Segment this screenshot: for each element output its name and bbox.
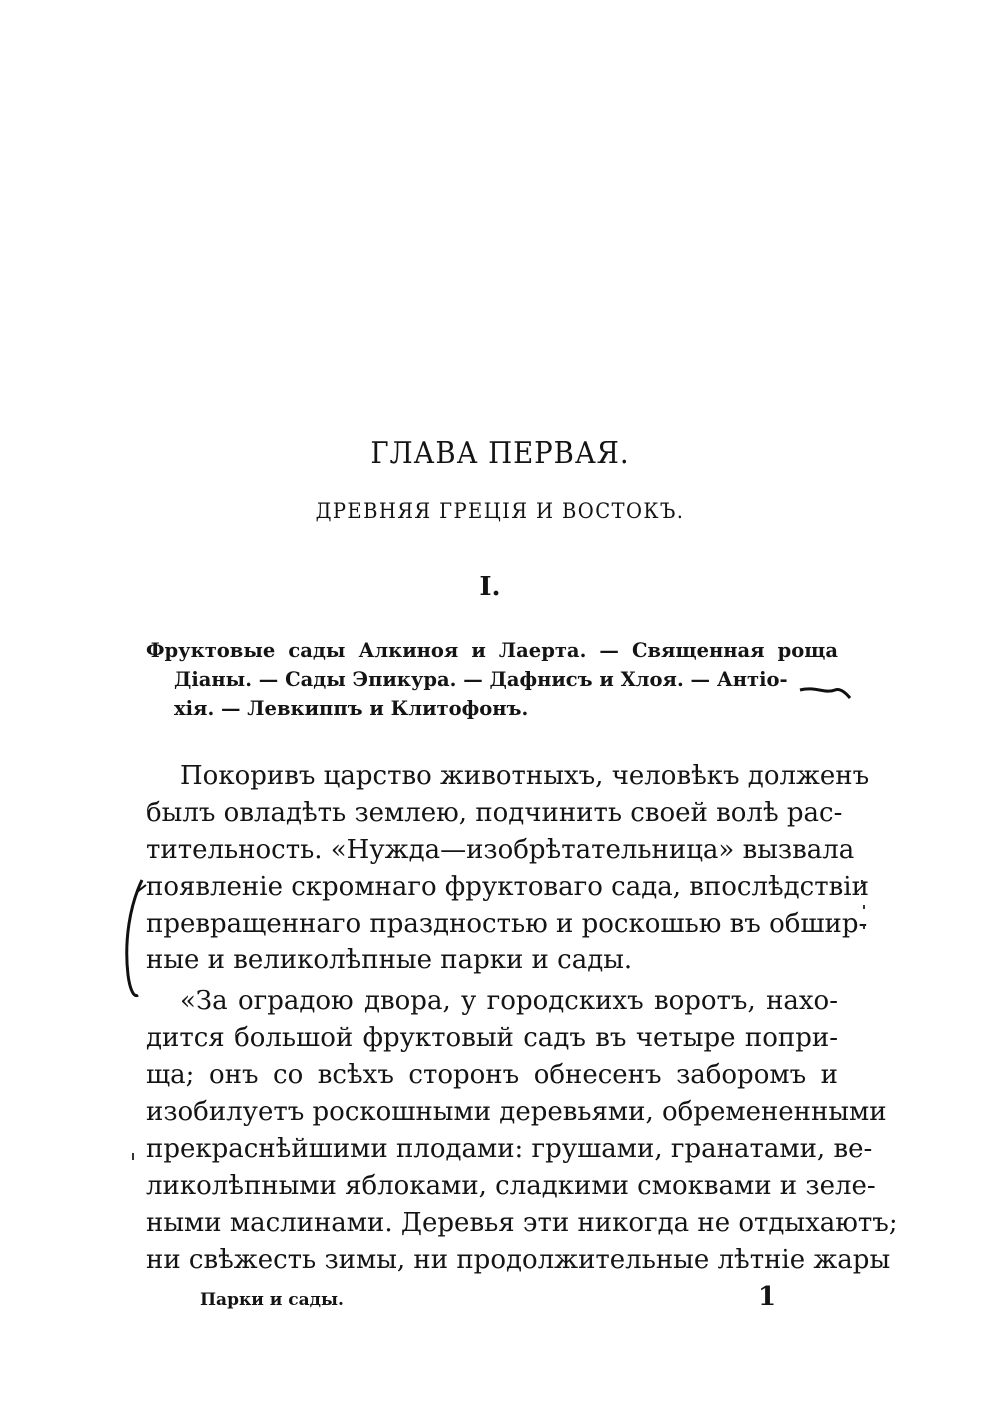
chapter-summary — [146, 636, 838, 723]
margin-tick-mark — [137, 885, 146, 892]
summary-line: Діаны. — Сады Эпикура. — Дафнисъ и Хлоя. — Антіо- — [174, 668, 788, 691]
body-text — [146, 758, 898, 1278]
body-line: ные и великолѣпные парки и сады. — [146, 945, 633, 976]
body-line: ликолѣпными яблоками, сладкими смоквами и зеле- — [146, 1170, 876, 1201]
body-line: «За оградою двора, у городскихъ воротъ, нахо- — [180, 986, 838, 1017]
chapter-title: ГЛАВА ПЕРВАЯ. — [370, 436, 630, 471]
body-line: прекраснѣйшими плодами: грушами, гранатами, ве- — [146, 1133, 873, 1164]
body-line: дится большой фруктовый садъ въ четыре попри- — [146, 1023, 838, 1054]
summary-line: хія. — Левкиппъ и Клитофонъ. — [174, 697, 529, 720]
running-footer-title: Парки и сады. — [200, 1290, 344, 1310]
chapter-subtitle: ДРЕВНЯЯ ГРЕЦІЯ И ВОСТОКЪ. — [315, 499, 685, 523]
body-line: былъ овладѣть землею, подчинить своей волѣ рас- — [146, 797, 843, 828]
body-line: ными маслинами. Деревья эти никогда не отдыхаютъ; — [146, 1207, 898, 1238]
summary-line: Фруктовые сады Алкиноя и Лаерта. — Священная роща — [146, 639, 838, 662]
body-line: ща; онъ со всѣхъ сторонъ обнесенъ заборомъ и — [146, 1060, 838, 1091]
page-number: 1 — [758, 1282, 777, 1312]
margin-bracket-mark — [127, 880, 142, 996]
section-number: I. — [479, 572, 501, 602]
body-line: Покоривъ царство животныхъ, человѣкъ долженъ — [180, 761, 870, 791]
body-line: тительность. «Нужда—изобрѣтательница» вызвала — [146, 834, 855, 865]
body-line: появленіе скромнаго фруктоваго сада, впослѣдствіи — [146, 871, 869, 902]
body-line: превращеннаго праздностью и роскошью въ обшир- — [146, 908, 868, 939]
body-line: изобилуетъ роскошными деревьями, обремененными — [146, 1097, 887, 1128]
body-line: ни свѣжесть зимы, ни продолжительные лѣтніе жары — [146, 1244, 891, 1275]
